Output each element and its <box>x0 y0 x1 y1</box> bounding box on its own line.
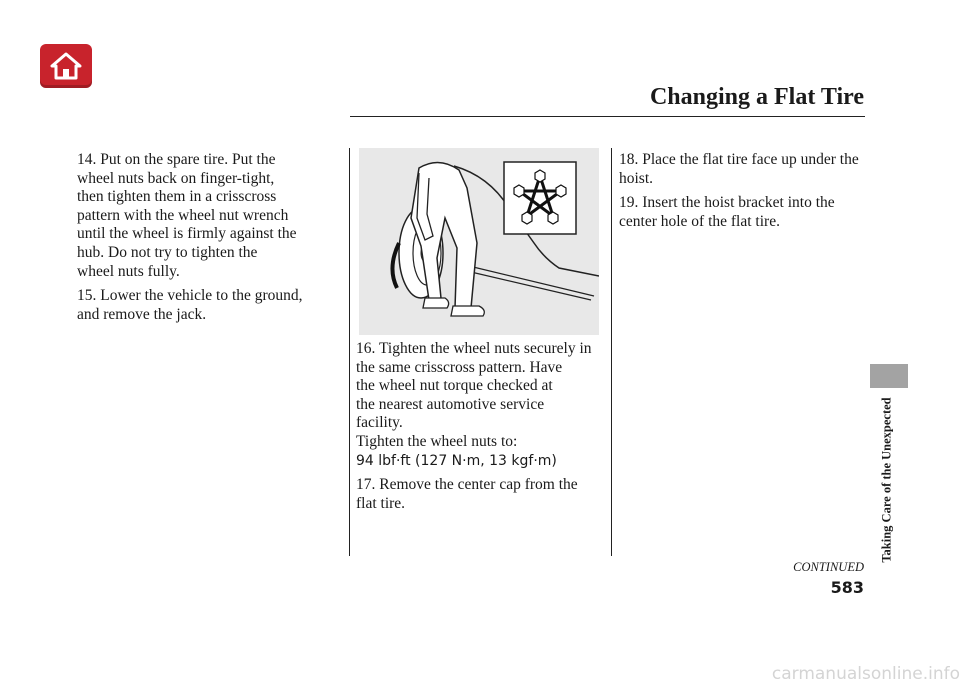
step-text-line: the same crisscross pattern. Have <box>356 358 563 376</box>
step-text-line: wheel nuts back on finger-tight, <box>77 169 275 187</box>
step-text-line: the nearest automotive service <box>356 395 545 413</box>
page-number: 583 <box>830 578 864 597</box>
step-text-line: pattern with the wheel nut wrench <box>77 206 289 224</box>
step-18 <box>619 151 869 188</box>
step-text-line: and remove the jack. <box>77 305 207 323</box>
step-19 <box>619 194 869 231</box>
home-button[interactable] <box>40 44 92 88</box>
step-text-line: until the wheel is firmly against the <box>77 225 297 243</box>
step-number: 16. <box>356 340 376 357</box>
title-divider <box>350 116 865 117</box>
step-number: 17. <box>356 476 376 494</box>
step-15 <box>77 287 345 324</box>
step-text-line: hoist. <box>619 169 654 187</box>
step-14 <box>77 151 345 281</box>
chapter-title: Taking Care of the Unexpected <box>879 397 894 563</box>
torque-spec: 94 lbf·ft (127 N·m, 13 kgf·m) <box>356 452 557 469</box>
watermark: carmanualsonline.info <box>771 664 960 684</box>
step-number: 15. <box>77 287 97 305</box>
left-column <box>77 151 345 330</box>
section-title: Changing a Flat Tire <box>649 84 864 110</box>
person-tightening-wheel-nuts-illustration <box>359 148 599 335</box>
wheel-nut-illustration <box>359 148 599 335</box>
step-text-line: Lower the vehicle to the ground, <box>100 287 303 305</box>
step-16 <box>356 340 608 470</box>
step-text-line: center hole of the flat tire. <box>619 212 780 230</box>
column-divider-left <box>349 148 350 556</box>
step-text-line: Place the flat tire face up under the <box>642 151 859 168</box>
step-text-line: facility. <box>356 414 403 432</box>
step-number: 18. <box>619 151 639 168</box>
continued-label: CONTINUED <box>793 560 864 574</box>
step-text-line: Tighten the wheel nuts to: <box>356 432 518 450</box>
chapter-label <box>878 392 896 568</box>
step-number: 14. <box>77 151 97 168</box>
chapter-tab[interactable] <box>870 364 908 388</box>
step-text-line: Insert the hoist bracket into the <box>642 194 835 212</box>
step-text-line: flat tire. <box>356 494 406 512</box>
step-text-line: Tighten the wheel nuts securely in <box>378 340 592 357</box>
step-text-line: Put on the spare tire. Put the <box>100 151 276 168</box>
home-icon <box>49 51 83 81</box>
right-column <box>619 151 869 237</box>
step-text-line: then tighten them in a crisscross <box>77 188 277 206</box>
step-text-line: wheel nuts fully. <box>77 262 180 280</box>
step-text-line: hub. Do not try to tighten the <box>77 243 258 261</box>
column-divider-right <box>611 148 612 556</box>
step-17 <box>356 476 608 513</box>
step-number: 19. <box>619 194 639 212</box>
step-text-line: the wheel nut torque checked at <box>356 377 553 395</box>
middle-column <box>356 340 608 519</box>
step-text-line: Remove the center cap from the <box>379 476 578 494</box>
